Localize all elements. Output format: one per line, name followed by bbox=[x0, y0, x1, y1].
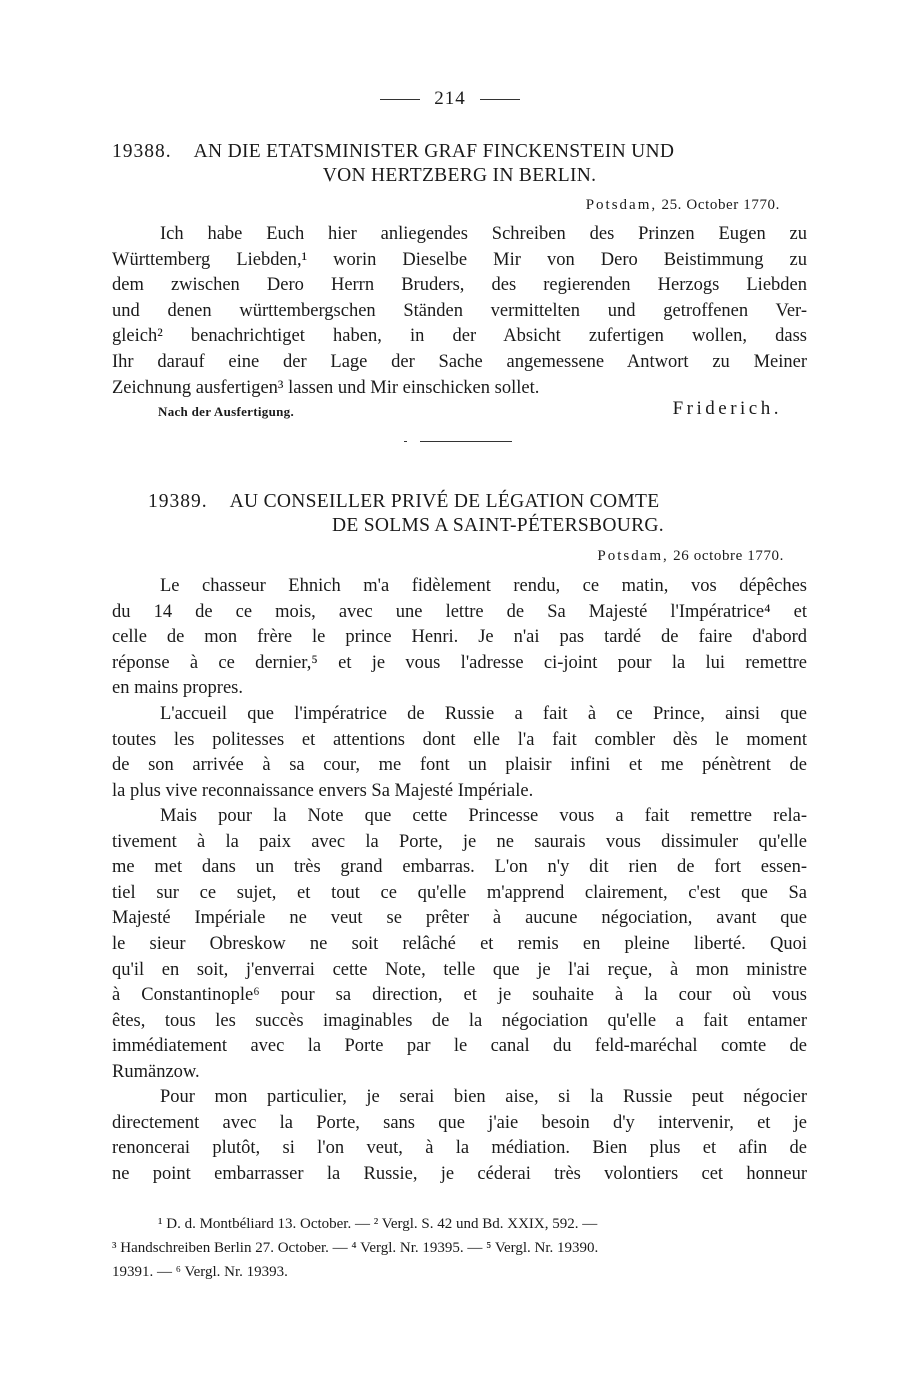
body-line: tiel sur ce sujet, et tout ce qu'elle m'apprend clairement, c'est que Sa bbox=[112, 882, 807, 903]
page-number-text: 214 bbox=[434, 88, 466, 109]
body-line: êtes, tous les succès imaginables de la négociation qu'elle a fait entamer bbox=[112, 1010, 807, 1031]
body-line: à Constantinople⁶ pour sa direction, et je souhaite à la cour où vous bbox=[112, 985, 807, 1006]
dateline-date: 26 octobre 1770. bbox=[673, 548, 784, 564]
body-line: directement avec la Porte, sans que j'aie besoin d'y intervenir, et je bbox=[112, 1112, 807, 1133]
dateline-19388 bbox=[586, 197, 780, 214]
heading-line-2: VON HERTZBERG IN BERLIN. bbox=[322, 165, 597, 186]
body-line: immédiatement avec la Porte par le canal du feld-maréchal comte de bbox=[112, 1036, 807, 1057]
heading-line-2: DE SOLMS A SAINT-PÉTERSBOURG. bbox=[332, 515, 664, 536]
body-line: Mais pour la Note que cette Princesse vous a fait remettre rela- bbox=[160, 806, 807, 826]
body-line: Majesté Impériale ne veut se prêter à aucune négociation, avant que bbox=[112, 908, 807, 929]
dateline-place: Potsdam, bbox=[585, 197, 658, 213]
separator-dot bbox=[404, 441, 407, 442]
paragraph-4 bbox=[112, 1085, 807, 1187]
page-number-rule-left bbox=[380, 99, 420, 100]
body-line: toutes les politesses et attentions dont elle l'a fait combler dès le moment bbox=[112, 729, 807, 750]
dateline-place: Potsdam, bbox=[597, 548, 669, 564]
body-line: celle de mon frère le prince Henri. Je n'ai pas tardé de faire d'abord bbox=[112, 627, 807, 648]
body-line: gleich² benachrichtiget haben, in der Absicht zufertigen wollen, dass bbox=[112, 326, 807, 347]
footnote-line: 19391. — ⁶ Vergl. Nr. 19393. bbox=[112, 1264, 288, 1280]
signature: Friderich. bbox=[672, 398, 782, 419]
body-line: Zeichnung ausfertigen³ lassen und Mir einschicken sollet. bbox=[112, 377, 540, 398]
paragraph-1 bbox=[112, 574, 807, 702]
heading-line-1: AU CONSEILLER PRIVÉ DE LÉGATION COMTE bbox=[229, 491, 660, 512]
body-line: dem zwischen Dero Herrn Bruders, des regierenden Herzogs Liebden bbox=[112, 275, 807, 296]
body-line: Württemberg Liebden,¹ worin Dieselbe Mir von Dero Beistimmung zu bbox=[112, 249, 807, 270]
body-line: und denen württembergschen Ständen vermittelten und getroffenen Ver- bbox=[112, 300, 807, 321]
body-line: tivement à la paix avec la Porte, je ne saurais vous dissimuler qu'elle bbox=[112, 831, 807, 852]
footnote-line: ³ Handschreiben Berlin 27. October. — ⁴ Vergl. Nr. 19395. — ⁵ Vergl. Nr. 19390. bbox=[112, 1240, 599, 1256]
body-line: en mains propres. bbox=[112, 678, 244, 699]
body-line: ne point embarrasser la Russie, je céderai très volontiers cet honneur bbox=[112, 1163, 807, 1184]
body-line: Ich habe Euch hier anliegendes Schreiben des Prinzen Eugen zu bbox=[160, 224, 807, 244]
footnotes bbox=[112, 1212, 807, 1284]
letter-separator bbox=[420, 441, 512, 442]
body-line: Le chasseur Ehnich m'a fidèlement rendu, ce matin, vos dépêches bbox=[160, 576, 807, 596]
letter-heading-19388 bbox=[112, 140, 807, 188]
source-note: Nach der Ausfertigung. bbox=[158, 404, 295, 419]
page-number-rule-right bbox=[480, 99, 520, 100]
body-line: Pour mon particulier, je serai bien aise, si la Russie peut négocier bbox=[160, 1087, 807, 1107]
body-line: renoncerai plutôt, si l'on veut, à la médiation. Bien plus et afin de bbox=[112, 1138, 807, 1159]
body-line: du 14 de ce mois, avec une lettre de Sa Majesté l'Impératrice⁴ et bbox=[112, 601, 807, 622]
body-line: qu'il en soit, j'enverrai cette Note, telle que je l'ai reçue, à mon ministre bbox=[112, 959, 807, 980]
body-line: de son arrivée à sa cour, me font un plaisir infini et me pénètrent de bbox=[112, 755, 807, 776]
letter-heading-19389 bbox=[148, 490, 788, 538]
footnote-line: ¹ D. d. Montbéliard 13. October. — ² Vergl. S. 42 und Bd. XXIX, 592. — bbox=[158, 1216, 598, 1232]
body-line: le sieur Obreskow ne soit relâché et remis en pleine liberté. Quoi bbox=[112, 933, 807, 954]
letter-number: 19389. bbox=[148, 491, 208, 512]
letter-body-19388 bbox=[112, 222, 807, 401]
paragraph-2 bbox=[112, 702, 807, 804]
body-line: L'accueil que l'impératrice de Russie a fait à ce Prince, ainsi que bbox=[160, 704, 807, 724]
body-line: réponse à ce dernier,⁵ et je vous l'adresse ci-joint pour la lui remettre bbox=[112, 652, 807, 673]
page-number bbox=[0, 88, 900, 110]
body-line: Rumänzow. bbox=[112, 1061, 200, 1082]
body-line: la plus vive reconnaissance envers Sa Majesté Impériale. bbox=[112, 780, 534, 801]
dateline-19389 bbox=[597, 548, 784, 565]
body-line: Ihr darauf eine der Lage der Sache angemessene Antwort zu Meiner bbox=[112, 351, 807, 372]
body-line: me met dans un très grand embarras. L'on n'y dit rien de fort essen- bbox=[112, 857, 807, 878]
letter-number: 19388. bbox=[112, 141, 172, 162]
heading-line-1: AN DIE ETATSMINISTER GRAF FINCKENSTEIN UND bbox=[193, 141, 675, 162]
dateline-date: 25. October 1770. bbox=[661, 197, 780, 213]
paragraph-3 bbox=[112, 804, 807, 1086]
